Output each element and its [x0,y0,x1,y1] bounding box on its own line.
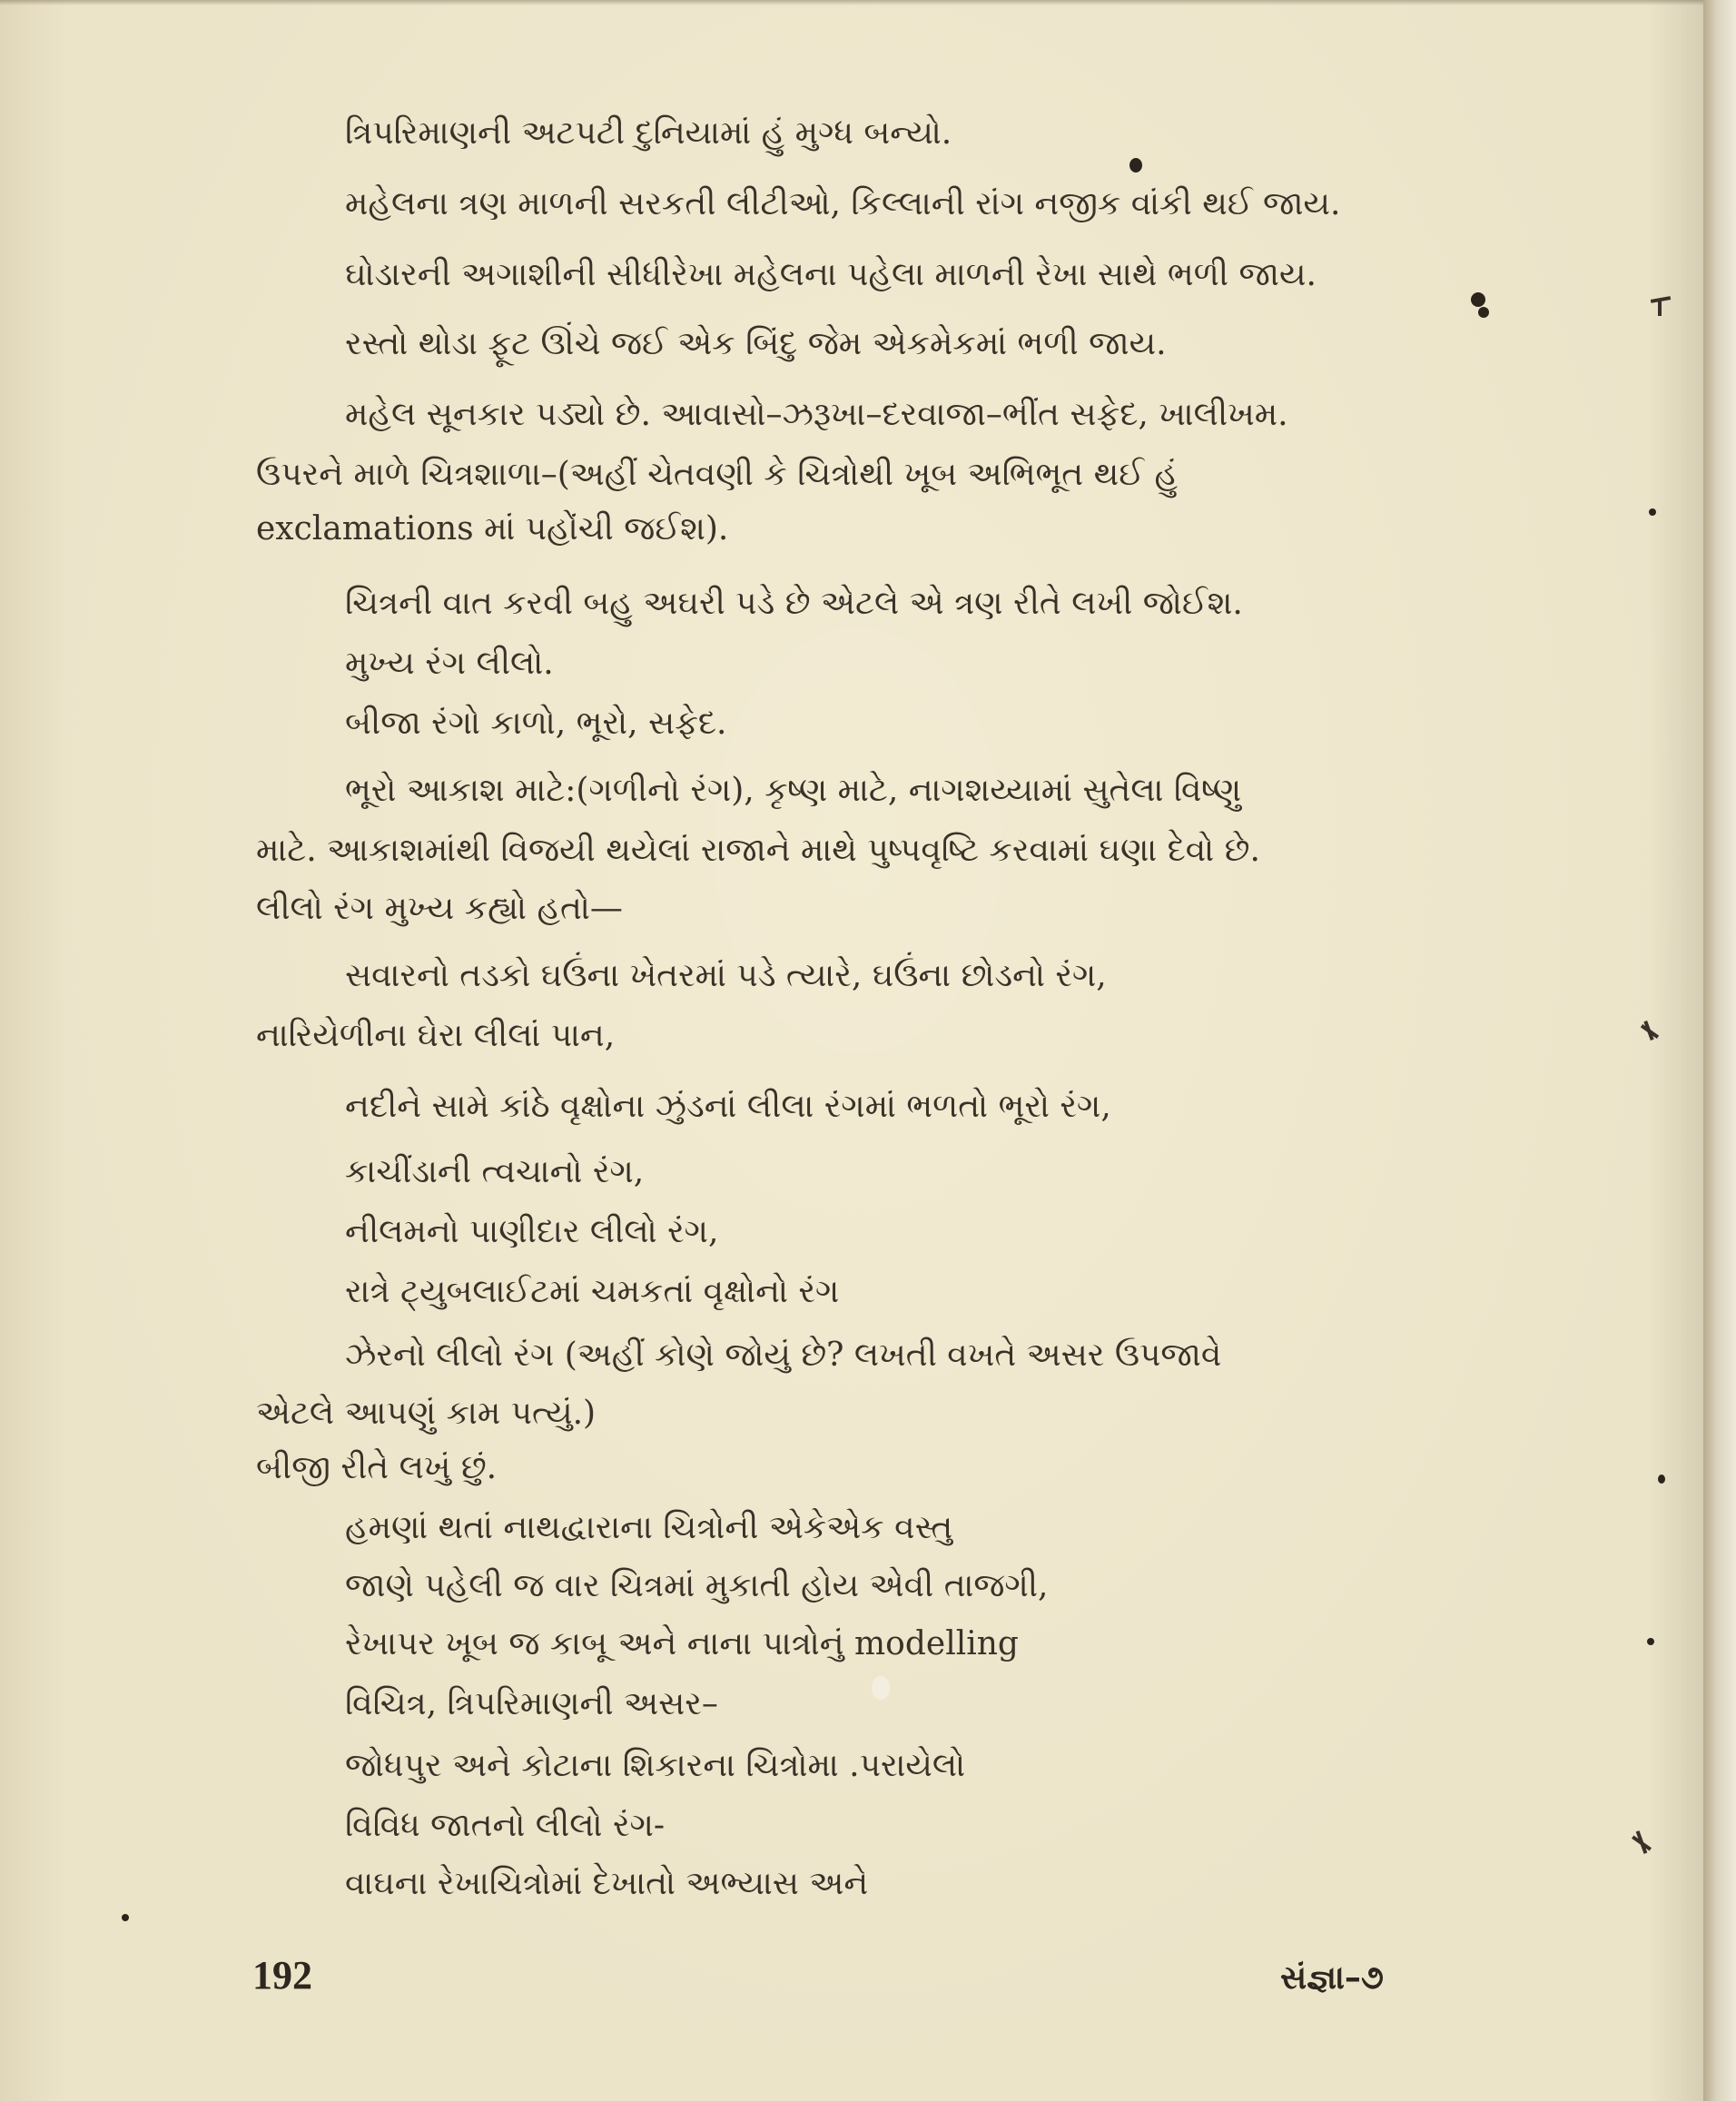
ink-spot [1478,307,1489,318]
ink-spot [1649,508,1656,516]
ink-spot [1129,158,1142,173]
page-right-edge [1703,0,1736,2101]
page-top-edge [0,0,1716,5]
text-line: ચિત્રની વાત કરવી બહુ અઘરી પડે છે એટલે એ ત્રણ રીતે લખી જોઈશ. [345,585,1243,622]
text-line: નદીને સામે કાંઠે વૃક્ષોના ઝુંડનાં લીલા રંગમાં ભળતો ભૂરો રંગ, [345,1088,1111,1125]
text-line: લીલો રંગ મુખ્ય કહ્યો હતો— [256,890,623,927]
text-line: મહેલ સૂનકાર પડ્યો છે. આવાસો–ઝરૂખા–દરવાજા–ભીંત સફેદ, ખાલીખમ. [345,396,1288,433]
text-line: હમણાં થતાં નાથદ્વારાના ચિત્રોની એકેએક વસ્તુ [345,1509,953,1546]
text-line: જાણે પહેલી જ વાર ચિત્રમાં મુકાતી હોય એવી તાજગી, [345,1567,1049,1604]
text-line: ઝેરનો લીલો રંગ (અહીં કોણે જોયું છે? લખતી વખતે અસર ઉપજાવે [345,1337,1222,1374]
text-line: ભૂરો આકાશ માટે:(ગળીનો રંગ), કૃષ્ણ માટે, નાગશય્યામાં સુતેલા વિષ્ણુ [345,772,1242,809]
text-line: નારિયેળીના ઘેરા લીલાં પાન, [256,1017,616,1054]
margin-mark [1658,300,1662,316]
text-line: ઉપરને માળે ચિત્રશાળા–(અહીં ચેતવણી કે ચિત્રોથી ખૂબ અભિભૂત થઈ હું [256,456,1179,493]
text-line: મહેલના ત્રણ માળની સરકતી લીટીઓ, કિલ્લાની રાંગ નજીક વાંકી થઈ જાય. [345,185,1341,222]
text-line: exclamations માં પહોંચી જઈશ). [256,510,729,547]
text-line: ઘોડારની અગાશીની સીધીરેખા મહેલના પહેલા માળની રેખા સાથે ભળી જાય. [345,256,1317,293]
text-line: ત્રિપરિમાણની અટપટી દુનિયામાં હું મુગ્ધ બન્યો. [345,114,952,152]
text-line: રેખાપર ખૂબ જ કાબૂ અને નાના પાત્રોનું modelling [345,1625,1019,1662]
journal-issue: સંજ્ઞા–૭ [1280,1959,1384,1997]
text-line: માટે. આકાશમાંથી વિજયી થયેલાં રાજાને માથે પુષ્પવૃષ્ટિ કરવામાં ઘણા દેવો છે. [256,832,1260,869]
page-number: 192 [252,1953,312,1997]
text-line: સવારનો તડકો ઘઉંના ખેતરમાં પડે ત્યારે, ઘઉંના છોડનો રંગ, [345,957,1107,994]
text-line: બીજા રંગો કાળો, ભૂરો, સફેદ. [345,705,727,742]
text-line: બીજી રીતે લખું છું. [256,1449,498,1486]
ink-spot [1471,292,1485,307]
text-line: વિવિધ જાતનો લીલો રંગ- [345,1807,666,1844]
text-line: વિચિત્ર, ત્રિપરિમાણની અસર– [345,1685,718,1722]
text-line: મુખ્ય રંગ લીલો. [345,645,554,682]
ink-spot [1658,1475,1665,1484]
text-line: રાત્રે ટ્યુબલાઈટમાં ચમકતાં વૃક્ષોનો રંગ [345,1273,840,1310]
text-line: કાચીંડાની ત્વચાનો રંગ, [345,1153,645,1190]
text-line: એટલે આપણું કામ પત્યું.) [256,1395,597,1432]
ink-spot [1647,1638,1654,1645]
text-line: નીલમનો પાણીદાર લીલો રંગ, [345,1213,719,1250]
ink-spot [122,1914,129,1921]
paper-stain [872,1676,890,1700]
text-line: વાઘના રેખાચિત્રોમાં દેખાતો અભ્યાસ અને [345,1865,869,1902]
text-line: રસ્તો થોડા ફૂટ ઊંચે જઈ એક બિંદુ જેમ એકમેકમાં ભળી જાય. [345,325,1167,362]
text-line: જોધપુર અને કોટાના શિકારના ચિત્રોમા .પરાયેલો [345,1747,966,1784]
